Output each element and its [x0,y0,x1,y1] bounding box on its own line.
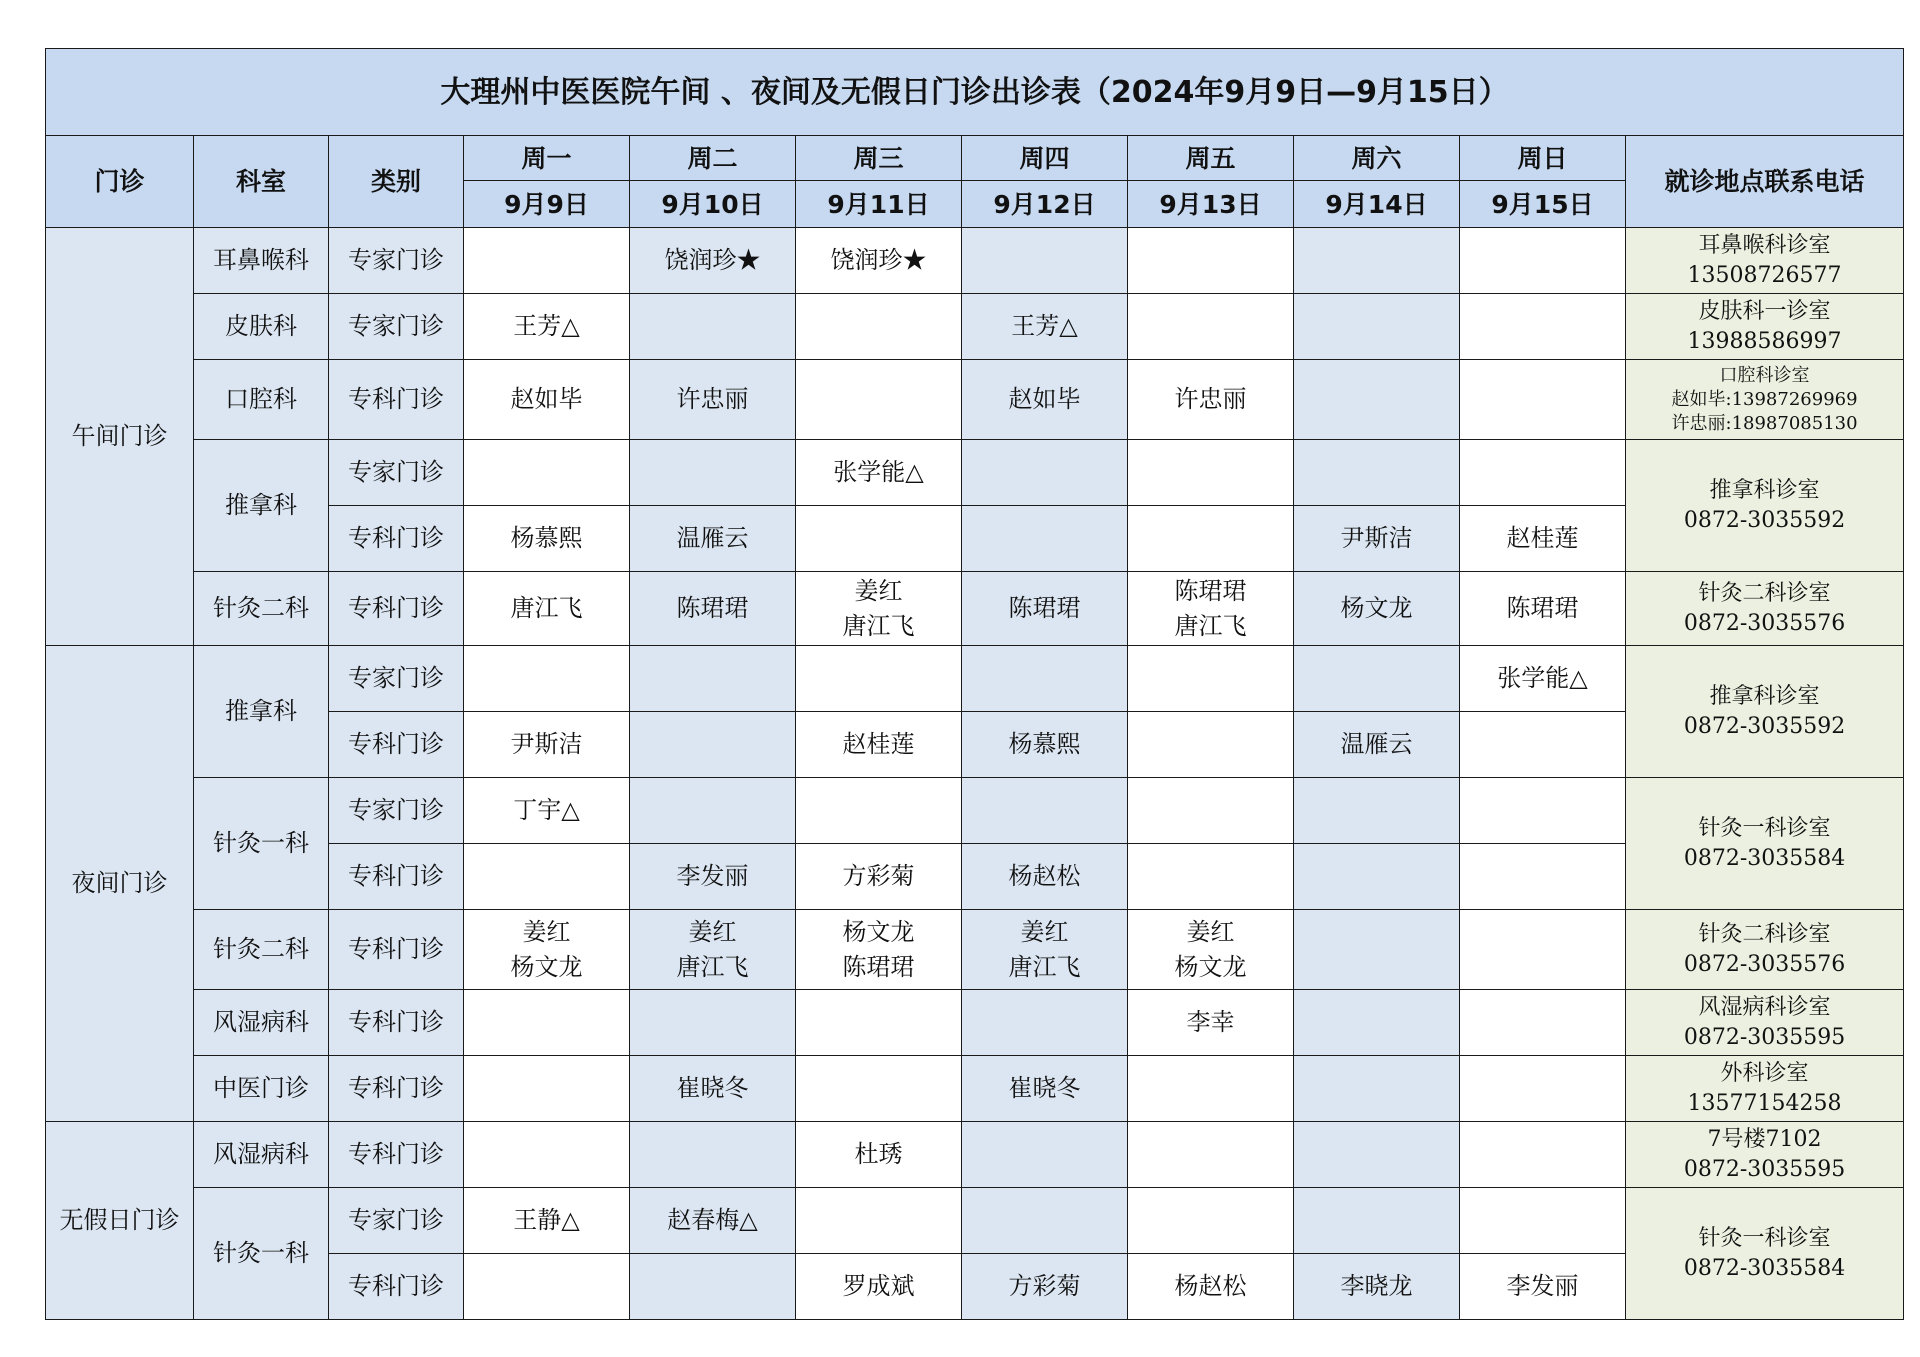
header-location: 就诊地点联系电话 [1626,136,1904,228]
location-name: 皮肤科一诊室 [1698,298,1831,324]
location-name: 针灸二科诊室 [1698,921,1831,947]
doctor-cell [630,572,796,646]
schedule-table [45,48,1904,1320]
header-day: 周二 [630,136,796,181]
header-date: 9月9日 [464,181,630,228]
doctor-cell [796,910,962,990]
doctor-name: 杨赵松 [1174,1272,1247,1300]
doctor-cell [1460,572,1626,646]
doctor-cell [630,778,796,844]
department-label: 皮肤科 [194,294,329,360]
doctor-name: 李晓龙 [1340,1272,1413,1300]
doctor-cell [464,506,630,572]
contact-phone: 赵如毕:13987269969 [1671,388,1858,410]
contact-phone: 0872-3035595 [1683,1024,1846,1050]
department-label: 耳鼻喉科 [194,228,329,294]
doctor-name: 杨慕熙 [510,524,583,552]
doctor-name: 唐江飞 [510,594,583,622]
doctor-name: 赵桂莲 [842,730,915,758]
doctor-cell [1460,506,1626,572]
header-row-days [46,136,1904,181]
department-label: 推拿科 [194,646,329,778]
header-day: 周六 [1294,136,1460,181]
contact-phone: 13577154258 [1687,1090,1842,1116]
table-row [46,294,1904,360]
contact-phone: 0872-3035576 [1683,951,1846,977]
doctor-cell [962,294,1128,360]
doctor-cell [1128,844,1294,910]
clinic-type-label: 专家门诊 [329,646,464,712]
doctor-cell [464,778,630,844]
contact-phone: 0872-3035595 [1683,1156,1846,1182]
doctor-name: 王芳△ [1011,312,1078,340]
doctor-cell [1294,844,1460,910]
doctor-cell [1128,360,1294,440]
doctor-name: 饶润珍★ [830,246,927,274]
doctor-cell [630,440,796,506]
doctor-cell [1294,360,1460,440]
doctor-cell [962,844,1128,910]
doctor-cell [1294,294,1460,360]
doctor-name: 方彩菊 [842,862,915,890]
doctor-name: 李发丽 [1506,1272,1579,1300]
department-label: 风湿病科 [194,1122,329,1188]
doctor-cell [962,360,1128,440]
doctor-cell [796,646,962,712]
location-name: 风湿病科诊室 [1698,994,1831,1020]
location-contact-cell [1626,1122,1904,1188]
doctor-name: 姜红 [1020,917,1069,946]
doctor-cell [796,572,962,646]
doctor-name: 赵如毕 [510,385,583,413]
header-date: 9月11日 [796,181,962,228]
doctor-cell [1128,646,1294,712]
doctor-name: 陈珺珺 [1008,594,1081,622]
table-row [46,990,1904,1056]
doctor-cell [796,1122,962,1188]
doctor-cell [464,844,630,910]
title-row [46,49,1904,136]
doctor-cell [796,778,962,844]
header-date: 9月14日 [1294,181,1460,228]
contact-phone: 许忠丽:18987085130 [1671,412,1858,434]
doctor-cell [1460,228,1626,294]
doctor-name: 杜琇 [854,1140,903,1168]
department-label: 风湿病科 [194,990,329,1056]
header-day: 周四 [962,136,1128,181]
doctor-cell [796,844,962,910]
header-clinic: 门诊 [46,136,194,228]
doctor-cell [1460,1254,1626,1320]
doctor-name: 崔晓冬 [1008,1074,1081,1102]
header-date: 9月12日 [962,181,1128,228]
location-contact-cell [1626,440,1904,572]
doctor-name: 姜红 [688,917,737,946]
doctor-cell [1460,990,1626,1056]
doctor-name: 杨赵松 [1008,862,1081,890]
location-name: 针灸一科诊室 [1698,815,1831,841]
doctor-cell [1460,910,1626,990]
location-name: 口腔科诊室 [1719,364,1810,386]
doctor-cell [1294,1056,1460,1122]
doctor-cell [464,440,630,506]
doctor-cell [1294,440,1460,506]
doctor-name: 罗成斌 [842,1272,915,1300]
doctor-name: 张学能△ [1497,664,1588,692]
doctor-cell [1128,1254,1294,1320]
doctor-cell [1460,1188,1626,1254]
doctor-cell [962,228,1128,294]
contact-phone: 13988586997 [1687,328,1842,354]
doctor-cell [796,506,962,572]
location-name: 耳鼻喉科诊室 [1698,232,1831,258]
doctor-name: 陈珺珺 [1174,576,1247,605]
doctor-cell [1128,1122,1294,1188]
doctor-cell [1294,572,1460,646]
doctor-cell [1128,440,1294,506]
doctor-cell [962,1254,1128,1320]
contact-phone: 0872-3035584 [1683,845,1846,871]
doctor-name: 杨慕熙 [1008,730,1081,758]
doctor-name: 杨文龙 [510,952,583,981]
table-row [46,1056,1904,1122]
doctor-cell [630,1254,796,1320]
doctor-cell [1294,646,1460,712]
clinic-group-label: 午间门诊 [46,228,194,646]
department-label: 针灸二科 [194,910,329,990]
doctor-cell [630,506,796,572]
header-day: 周三 [796,136,962,181]
clinic-group-label: 夜间门诊 [46,646,194,1122]
doctor-cell [1128,712,1294,778]
location-name: 推拿科诊室 [1709,683,1820,709]
doctor-cell [1460,712,1626,778]
doctor-cell [962,506,1128,572]
clinic-type-label: 专科门诊 [329,910,464,990]
doctor-name: 唐江飞 [1008,952,1081,981]
clinic-type-label: 专家门诊 [329,440,464,506]
doctor-name: 王静△ [513,1206,580,1234]
doctor-name: 唐江飞 [676,952,749,981]
doctor-cell [962,910,1128,990]
location-contact-cell [1626,646,1904,778]
doctor-cell [796,712,962,778]
doctor-cell [796,990,962,1056]
table-row [46,440,1904,506]
clinic-type-label: 专家门诊 [329,778,464,844]
doctor-cell [1128,294,1294,360]
clinic-group-label: 无假日门诊 [46,1122,194,1320]
doctor-name: 赵桂莲 [1506,524,1579,552]
doctor-cell [1294,1188,1460,1254]
location-name: 外科诊室 [1720,1060,1809,1086]
doctor-cell [630,990,796,1056]
header-type: 类别 [329,136,464,228]
location-name: 针灸一科诊室 [1698,1225,1831,1251]
schedule-body [46,49,1904,1320]
doctor-cell [1128,778,1294,844]
table-row [46,360,1904,440]
doctor-cell [630,712,796,778]
header-day: 周一 [464,136,630,181]
doctor-name: 姜红 [522,917,571,946]
doctor-cell [796,1254,962,1320]
doctor-cell [630,1188,796,1254]
doctor-name: 方彩菊 [1008,1272,1081,1300]
table-row [46,572,1904,646]
doctor-cell [962,440,1128,506]
doctor-cell [796,440,962,506]
clinic-type-label: 专科门诊 [329,844,464,910]
doctor-cell [1128,228,1294,294]
department-label: 口腔科 [194,360,329,440]
doctor-cell [1128,572,1294,646]
location-contact-cell [1626,228,1904,294]
doctor-name: 姜红 [1186,917,1235,946]
header-date: 9月15日 [1460,181,1626,228]
doctor-name: 赵如毕 [1008,385,1081,413]
doctor-cell [630,844,796,910]
clinic-type-label: 专家门诊 [329,228,464,294]
contact-phone: 0872-3035576 [1683,610,1846,636]
doctor-cell [464,1188,630,1254]
doctor-name: 王芳△ [513,312,580,340]
doctor-cell [1294,1254,1460,1320]
doctor-cell [464,1122,630,1188]
location-contact-cell [1626,572,1904,646]
contact-phone: 0872-3035592 [1683,507,1846,533]
doctor-cell [464,360,630,440]
location-contact-cell [1626,360,1904,440]
doctor-name: 饶润珍★ [664,246,761,274]
doctor-cell [962,712,1128,778]
doctor-cell [1294,228,1460,294]
doctor-cell [1460,360,1626,440]
department-label: 针灸一科 [194,1188,329,1320]
doctor-cell [1294,1122,1460,1188]
doctor-cell [630,1056,796,1122]
location-contact-cell [1626,910,1904,990]
doctor-cell [796,1188,962,1254]
doctor-cell [630,910,796,990]
doctor-cell [1128,506,1294,572]
header-day: 周日 [1460,136,1626,181]
doctor-cell [630,646,796,712]
doctor-name: 赵春梅△ [667,1206,758,1234]
clinic-type-label: 专科门诊 [329,506,464,572]
doctor-cell [464,572,630,646]
doctor-name: 崔晓冬 [676,1074,749,1102]
doctor-cell [1460,294,1626,360]
table-row [46,778,1904,844]
header-dept: 科室 [194,136,329,228]
doctor-cell [464,712,630,778]
clinic-type-label: 专家门诊 [329,1188,464,1254]
department-label: 针灸二科 [194,572,329,646]
header-day: 周五 [1128,136,1294,181]
doctor-cell [464,646,630,712]
doctor-name: 许忠丽 [1174,385,1247,413]
doctor-cell [1460,1122,1626,1188]
doctor-cell [464,1254,630,1320]
schedule-title: 大理州中医医院午间 、夜间及无假日门诊出诊表（2024年9月9日—9月15日） [46,49,1904,136]
header-date: 9月10日 [630,181,796,228]
doctor-name: 杨文龙 [842,917,915,946]
contact-phone: 0872-3035592 [1683,713,1846,739]
doctor-name: 李发丽 [676,862,749,890]
location-name: 针灸二科诊室 [1698,580,1831,606]
contact-phone: 13508726577 [1687,262,1842,288]
table-row [46,646,1904,712]
doctor-name: 陈珺珺 [1506,594,1579,622]
doctor-cell [796,360,962,440]
doctor-name: 温雁云 [1340,730,1413,758]
doctor-cell [1460,844,1626,910]
doctor-cell [630,1122,796,1188]
location-name: 推拿科诊室 [1709,477,1820,503]
doctor-cell [1128,910,1294,990]
doctor-name: 李幸 [1186,1008,1235,1036]
doctor-cell [464,1056,630,1122]
doctor-cell [1294,778,1460,844]
clinic-type-label: 专科门诊 [329,990,464,1056]
table-row [46,910,1904,990]
clinic-type-label: 专家门诊 [329,294,464,360]
clinic-type-label: 专科门诊 [329,712,464,778]
doctor-name: 唐江飞 [1174,611,1247,640]
doctor-cell [464,228,630,294]
clinic-type-label: 专科门诊 [329,1122,464,1188]
doctor-cell [796,294,962,360]
location-name: 7号楼7102 [1707,1126,1822,1152]
contact-phone: 0872-3035584 [1683,1255,1846,1281]
department-label: 推拿科 [194,440,329,572]
doctor-cell [1294,990,1460,1056]
doctor-name: 杨文龙 [1340,594,1413,622]
doctor-cell [1460,778,1626,844]
doctor-cell [1460,440,1626,506]
doctor-cell [962,646,1128,712]
doctor-cell [962,1122,1128,1188]
doctor-name: 尹斯洁 [1340,524,1413,552]
location-contact-cell [1626,778,1904,910]
doctor-name: 许忠丽 [676,385,749,413]
location-contact-cell [1626,1056,1904,1122]
table-row [46,228,1904,294]
doctor-cell [1294,910,1460,990]
doctor-cell [1128,1056,1294,1122]
doctor-name: 温雁云 [676,524,749,552]
doctor-name: 陈珺珺 [842,952,915,981]
header-date: 9月13日 [1128,181,1294,228]
doctor-cell [1294,712,1460,778]
doctor-cell [1460,646,1626,712]
doctor-cell [1460,1056,1626,1122]
doctor-cell [962,572,1128,646]
doctor-cell [464,910,630,990]
doctor-cell [630,228,796,294]
doctor-cell [962,778,1128,844]
doctor-cell [796,1056,962,1122]
table-row [46,1188,1904,1254]
department-label: 针灸一科 [194,778,329,910]
doctor-cell [962,1188,1128,1254]
doctor-name: 丁宇△ [513,796,580,824]
clinic-type-label: 专科门诊 [329,1254,464,1320]
doctor-cell [796,228,962,294]
doctor-name: 张学能△ [833,458,924,486]
clinic-type-label: 专科门诊 [329,572,464,646]
clinic-type-label: 专科门诊 [329,1056,464,1122]
doctor-cell [1294,506,1460,572]
department-label: 中医门诊 [194,1056,329,1122]
doctor-name: 陈珺珺 [676,594,749,622]
doctor-name: 杨文龙 [1174,952,1247,981]
clinic-type-label: 专科门诊 [329,360,464,440]
location-contact-cell [1626,990,1904,1056]
doctor-name: 姜红 [854,576,903,605]
doctor-cell [962,1056,1128,1122]
doctor-cell [962,990,1128,1056]
doctor-cell [464,294,630,360]
doctor-cell [1128,990,1294,1056]
location-contact-cell [1626,1188,1904,1320]
doctor-name: 尹斯洁 [510,730,583,758]
doctor-cell [464,990,630,1056]
doctor-name: 唐江飞 [842,611,915,640]
table-row [46,1122,1904,1188]
location-contact-cell [1626,294,1904,360]
doctor-cell [630,294,796,360]
doctor-cell [630,360,796,440]
doctor-cell [1128,1188,1294,1254]
